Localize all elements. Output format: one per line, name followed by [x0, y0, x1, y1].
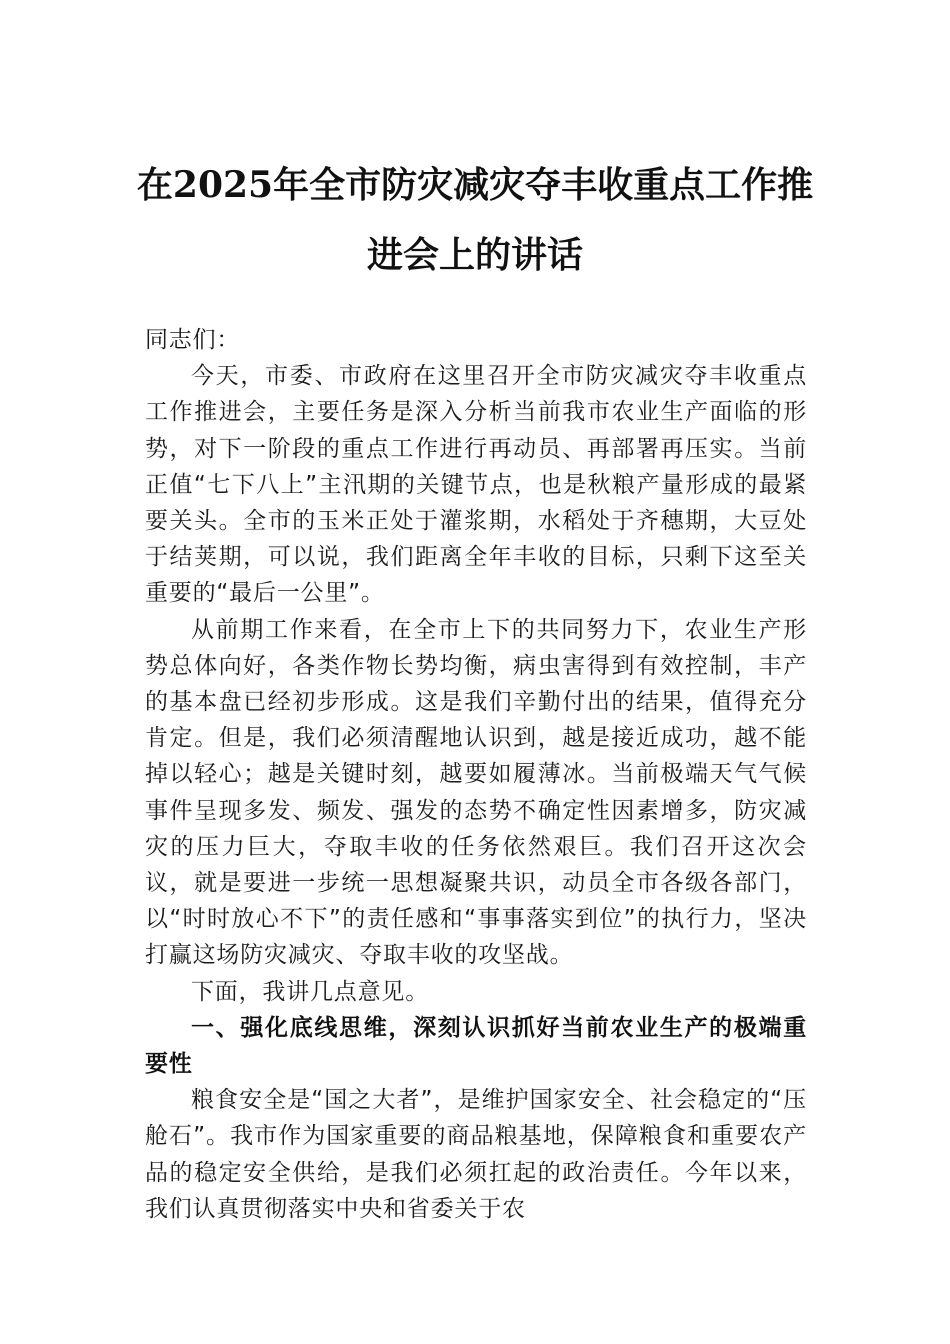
document-body	[145, 322, 807, 1227]
paragraph-2: 从前期工作来看，在全市上下的共同努力下，农业生产形势总体向好，各类作物长势均衡，病虫害得到有效控制，丰产的基本盘已经初步形成。这是我们辛勤付出的结果，值得充分肯定。但是，我们必须清醒地认识到，越是接近成功，越不能掉以轻心；越是关键时刻，越要如履薄冰。当前极端天气气候事件呈现多发、频发、强发的态势不确定性因素增多，防灾减灾的压力巨大，夺取丰收的任务依然艰巨。我们召开这次会议，就是要进一步统一思想凝聚共识，动员全市各级各部门，以“时时放心不下”的责任感和“事事落实到位”的执行力，坚决打赢这场防灾减灾、夺取丰收的攻坚战。	[145, 616, 807, 969]
salutation: 同志们：	[145, 327, 241, 353]
title-line-2: 进会上的讲话	[366, 234, 583, 276]
document-title	[120, 150, 830, 290]
title-line-1: 在2025年全市防灾减灾夺丰收重点工作推	[136, 164, 814, 206]
paragraph-1: 今天，市委、市政府在这里召开全市防灾减灾夺丰收重点工作推进会，主要任务是深入分析当前我市农业生产面临的形势，对下一阶段的重点工作进行再动员、再部署再压实。当前正值“七下八上”主汛期的关键节点，也是秋粮产量形成的最紧要关头。全市的玉米正处于灌浆期，水稻处于齐穗期，大豆处于结荚期，可以说，我们距离全年丰收的目标，只剩下这至关重要的“最后一公里”。	[145, 363, 807, 607]
section-heading-1: 一、强化底线思维，深刻认识抓好当前农业生产的极端重要性	[145, 1014, 807, 1078]
paragraph-4: 粮食安全是“国之大者”，是维护国家安全、社会稳定的“压舱石”。我市作为国家重要的商品粮基地，保障粮食和重要农产品的稳定安全供给，是我们必须扛起的政治责任。今年以来，我们认真贯彻落实中央和省委关于农	[145, 1087, 807, 1222]
paragraph-3: 下面，我讲几点意见。	[191, 978, 429, 1005]
